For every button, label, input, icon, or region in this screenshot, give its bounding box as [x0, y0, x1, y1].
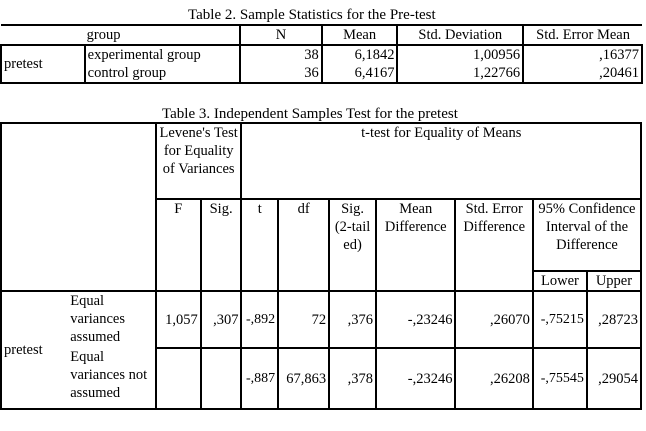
std-error-difference-cell: ,26070 — [455, 291, 532, 348]
header-std-error-difference: Std. Error Difference — [455, 199, 532, 291]
table2-caption: Table 2. Sample Statistics for the Pre-test — [188, 7, 436, 23]
row-label-pretest: pretest — [1, 45, 85, 83]
table3-caption: Table 3. Independent Samples Test for the pretest — [162, 106, 458, 122]
lower-cell: -,75545 — [533, 348, 587, 409]
header-mean-difference: Mean Difference — [376, 199, 455, 291]
row-label-pretest: pretest — [1, 291, 68, 409]
lower-cell: -,75215 — [533, 291, 587, 348]
table-row — [1, 64, 642, 83]
n-cell: 36 — [240, 64, 321, 83]
upper-cell: ,29054 — [587, 348, 641, 409]
sig2-cell: ,378 — [329, 348, 376, 409]
se-cell: ,16377 — [523, 45, 642, 64]
row-label: Equal variances not assumed — [68, 348, 156, 409]
mean-cell: 6,4167 — [322, 64, 398, 83]
header-t: t — [241, 199, 278, 291]
df-cell: 67,863 — [278, 348, 329, 409]
sig-cell: ,307 — [201, 291, 242, 348]
mean-difference-cell: -,23246 — [376, 291, 455, 348]
independent-samples-test-table — [0, 122, 642, 410]
std-error-difference-cell: ,26208 — [455, 348, 532, 409]
t-cell: -,892 — [241, 291, 278, 348]
f-cell — [156, 348, 201, 409]
t-cell: -,887 — [241, 348, 278, 409]
header-upper: Upper — [587, 271, 641, 291]
header-ttest: t-test for Equality of Means — [241, 123, 641, 199]
mean-cell: 6,1842 — [322, 45, 398, 64]
table-row — [1, 348, 641, 409]
header-mean: Mean — [322, 25, 398, 45]
sd-cell: 1,00956 — [397, 45, 523, 64]
f-cell: 1,057 — [156, 291, 201, 348]
se-cell: ,20461 — [523, 64, 642, 83]
group-cell: experimental group — [85, 45, 241, 64]
header-levene: Levene's Test for Equality of Variances — [156, 123, 242, 199]
sample-statistics-table — [0, 24, 643, 84]
header-sig-2-tailed: Sig. (2-tail ed) — [329, 199, 376, 291]
header-n: N — [240, 25, 321, 45]
row-label: Equal variances assumed — [68, 291, 156, 348]
header-lower: Lower — [533, 271, 587, 291]
table-row — [1, 45, 642, 64]
header-f: F — [156, 199, 201, 291]
header-std-deviation: Std. Deviation — [397, 25, 523, 45]
header-group: group — [85, 25, 241, 45]
header-confidence-interval: 95% Confidence Interval of the Difference — [533, 199, 641, 271]
header-sig: Sig. — [201, 199, 242, 291]
sig2-cell: ,376 — [329, 291, 376, 348]
upper-cell: ,28723 — [587, 291, 641, 348]
sd-cell: 1,22766 — [397, 64, 523, 83]
n-cell: 38 — [240, 45, 321, 64]
header-df: df — [278, 199, 329, 291]
sig-cell — [201, 348, 242, 409]
table-row — [1, 291, 641, 348]
header-std-error-mean: Std. Error Mean — [523, 25, 642, 45]
group-cell: control group — [85, 64, 241, 83]
mean-difference-cell: -,23246 — [376, 348, 455, 409]
df-cell: 72 — [278, 291, 329, 348]
